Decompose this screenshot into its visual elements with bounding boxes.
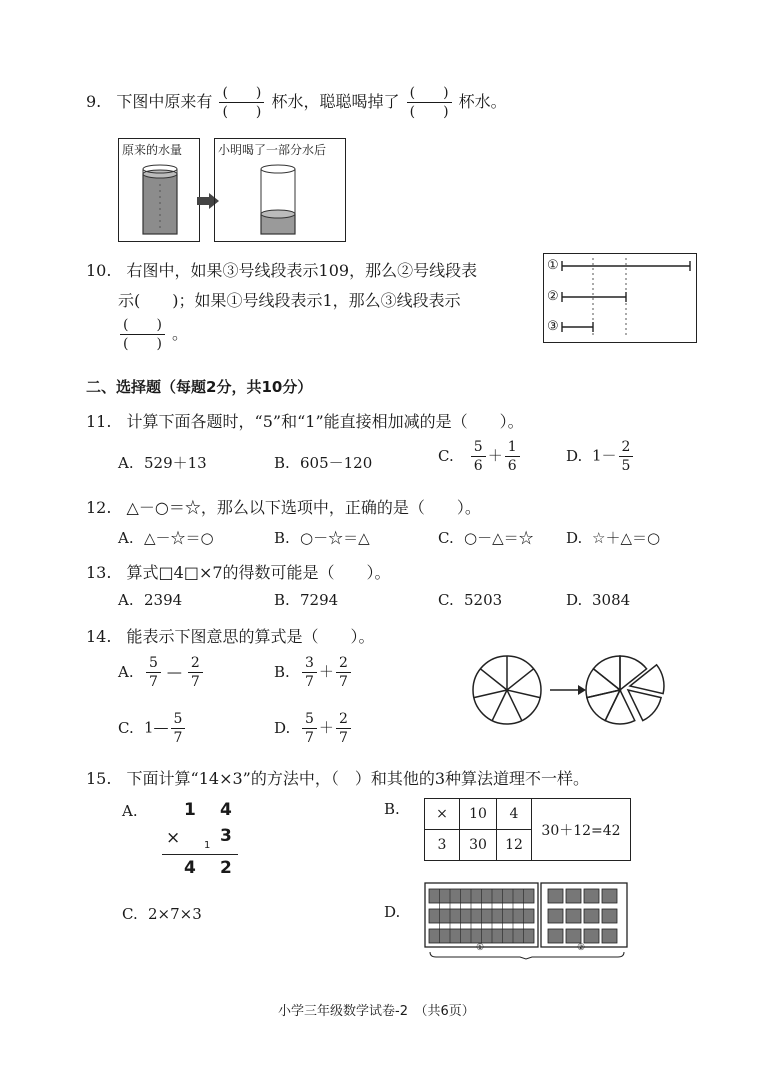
- partial-glass-icon: [215, 139, 345, 239]
- q15-vertical-calc: 1 4 × 1 3 4 2: [162, 800, 242, 885]
- q15-number: 15.: [86, 769, 112, 788]
- pie-split-icon: [586, 656, 664, 724]
- q12-option-d: D. ☆＋△＝○: [566, 529, 661, 547]
- q14-text: 能表示下图意思的算式是（ ）。: [126, 627, 375, 646]
- q14-option-c: C. 1— $\frac{5}{7}$: [118, 712, 187, 745]
- q9-box-original: [118, 138, 200, 242]
- q10-text-2: 示( )；如果①号线段表示1，那么③线段表示: [118, 291, 461, 310]
- block-mark-1: ①: [476, 943, 485, 953]
- q13-option-b: B. 7294: [274, 591, 339, 609]
- q10-line3: [118, 318, 188, 351]
- table-header-times: ×: [425, 799, 460, 830]
- segment-label-1: ①: [547, 258, 559, 273]
- q15-multiplication-table: [424, 798, 631, 861]
- q14-line: [86, 624, 375, 647]
- q14-option-d: D. $\frac{5}{7}$ ＋ $\frac{2}{7}$: [274, 712, 353, 745]
- table-row-3: 3: [425, 830, 460, 861]
- table-cell-30: 30: [460, 830, 497, 861]
- q12-number: 12.: [86, 498, 112, 517]
- full-glass-icon: [119, 139, 199, 239]
- q11-number: 11.: [86, 412, 112, 431]
- q14-option-a: A. $\frac{5}{7}$ — $\frac{2}{7}$: [118, 656, 205, 689]
- segment-label-3: ③: [547, 319, 559, 334]
- q13-option-c: C. 5203: [438, 591, 503, 609]
- q9-text-b: 杯水，聪聪喝掉了: [271, 92, 400, 111]
- q10-blank-fraction: $\frac{( )}{( )}$: [120, 318, 165, 351]
- block-mark-2: ②: [577, 943, 586, 953]
- q12-option-c: C. ○－△＝☆: [438, 529, 534, 547]
- q10-line2: [118, 288, 461, 311]
- q12-option-a: A. △－☆＝○: [118, 529, 214, 547]
- q11-option-b: B. 605－120: [274, 454, 373, 472]
- page-footer: 小学三年级数学试卷-2 （共6页）: [278, 1004, 475, 1019]
- q11-option-a: A. 529＋13: [118, 454, 207, 472]
- q15-option-c: C. 2×7×3: [122, 905, 202, 923]
- q13-line: [86, 560, 391, 583]
- pie-full-icon: [473, 656, 541, 724]
- section-2-title: 二、选择题（每题2分，共10分）: [86, 378, 313, 396]
- q15-option-b-label: B.: [384, 800, 400, 818]
- table-header-4: 4: [497, 799, 532, 830]
- q15-option-a-label: A.: [122, 802, 138, 820]
- q9-line: [86, 86, 507, 119]
- q13-option-a: A. 2394: [118, 591, 183, 609]
- q10-number: 10.: [86, 261, 112, 280]
- q10-segment-diagram: [543, 253, 697, 343]
- table-sum: 30＋12=42: [532, 799, 631, 861]
- q9-box-original-label: 原来的水量: [122, 143, 183, 157]
- q9-text-c: 杯水。: [458, 92, 507, 111]
- q10-end: 。: [172, 324, 189, 343]
- table-cell-12: 12: [497, 830, 532, 861]
- q14-pie-diagram: [470, 650, 670, 740]
- q11-option-c: C. $\frac{5}{6}$ ＋ $\frac{1}{6}$: [438, 440, 522, 473]
- q13-text: 算式□4□×7的得数可能是（ ）。: [126, 563, 391, 582]
- q13-option-d: D. 3084: [566, 591, 631, 609]
- q12-text: △－○＝☆，那么以下选项中，正确的是（ ）。: [126, 498, 481, 517]
- q11-line: [86, 409, 524, 432]
- q15-text: 下面计算“14×3”的方法中，（ ）和其他的3种算法道理不一样。: [126, 769, 590, 788]
- q9-number: 9.: [86, 92, 102, 111]
- q10-line1: [86, 258, 477, 281]
- q14-option-b: B. $\frac{3}{7}$ ＋ $\frac{2}{7}$: [274, 656, 353, 689]
- q12-option-b: B. ○－☆＝△: [274, 529, 370, 547]
- q10-text-1: 右图中，如果③号线段表示109，那么②号线段表: [126, 261, 478, 280]
- q15-option-d-label: D.: [384, 903, 401, 921]
- q9-blank-fraction-2: $\frac{( )}{( )}$: [407, 86, 452, 119]
- calc-rule-line: [162, 854, 238, 855]
- q13-number: 13.: [86, 563, 112, 582]
- segment-lines: [544, 254, 696, 342]
- ten-rods-icon: [422, 880, 632, 960]
- q9-text-a: 下图中原来有: [116, 92, 213, 111]
- q15-line: [86, 766, 589, 789]
- q9-box-after-label: 小明喝了一部分水后: [218, 143, 327, 157]
- q11-option-d: D. 1－ $\frac{2}{5}$: [566, 440, 635, 473]
- q9-blank-fraction-1: $\frac{( )}{( )}$: [219, 86, 264, 119]
- q14-number: 14.: [86, 627, 112, 646]
- table-header-10: 10: [460, 799, 497, 830]
- q15-block-diagram: [422, 880, 632, 960]
- arrow-right-icon: [550, 685, 586, 695]
- q9-box-after: [214, 138, 346, 242]
- q11-text: 计算下面各题时，“5”和“1”能直接相加减的是（ ）。: [126, 412, 524, 431]
- segment-label-2: ②: [547, 289, 559, 304]
- q12-line: [86, 495, 481, 518]
